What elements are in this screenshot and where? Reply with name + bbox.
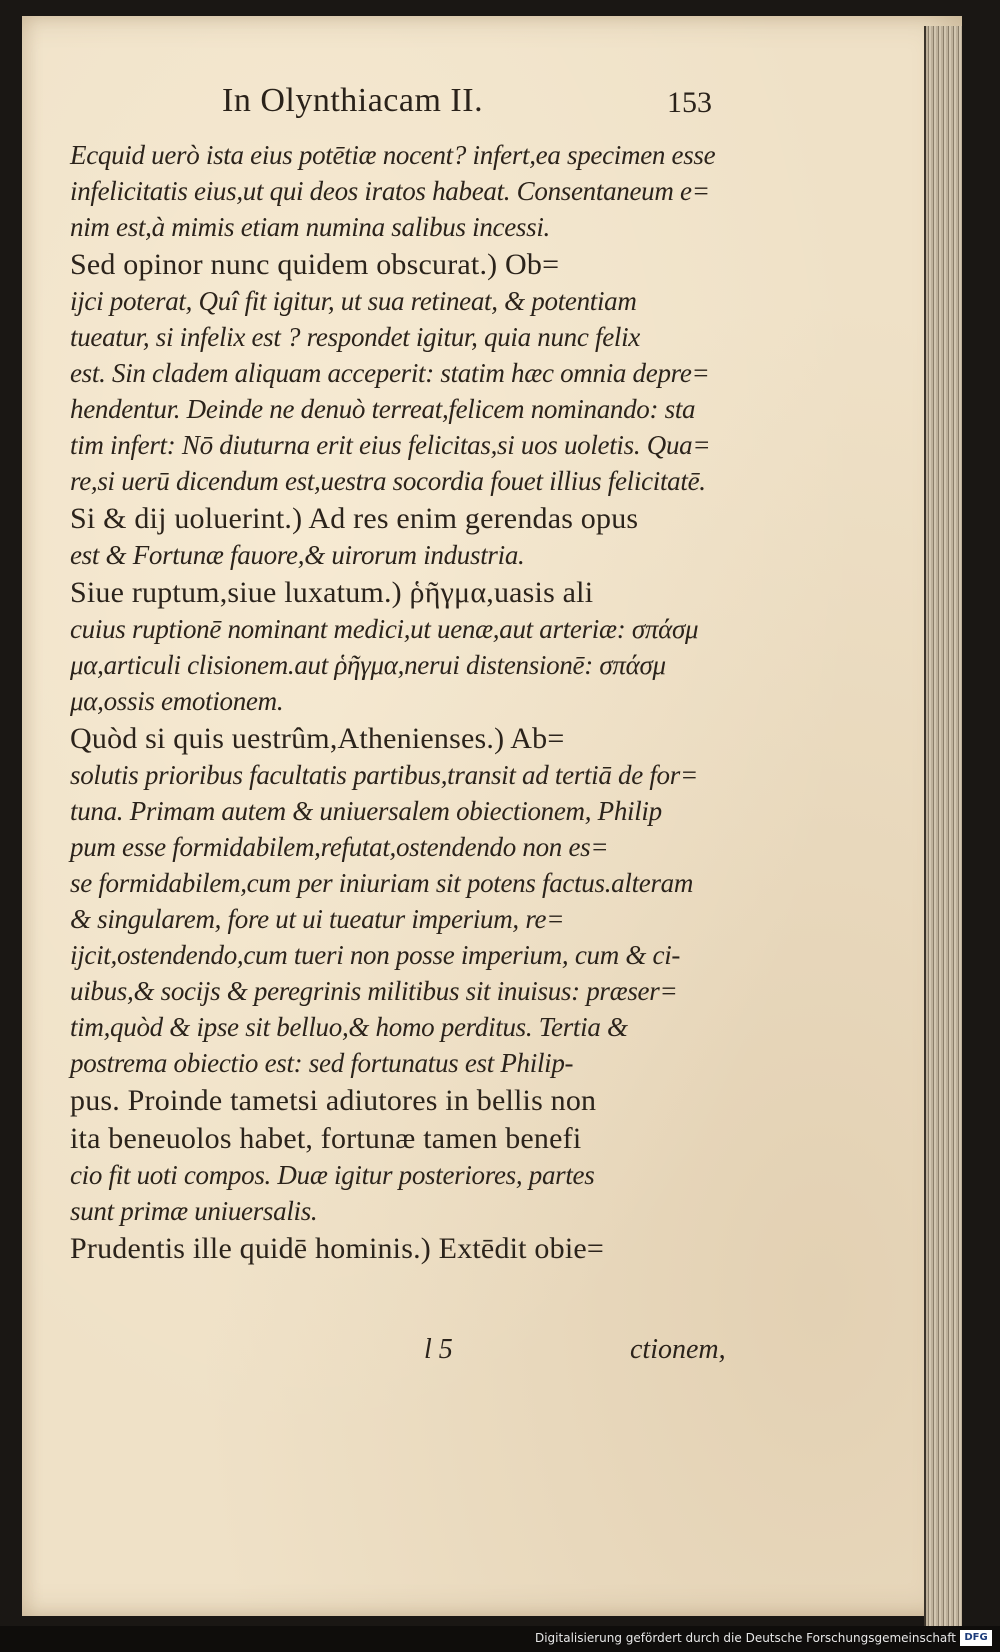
- page-footer: [22, 1334, 742, 1374]
- text-line: cuius ruptionē nominant medici,ut uenæ,aut arteriæ: σπάσμ: [70, 614, 699, 644]
- text-line: nim est,à mimis etiam numina salibus incessi.: [70, 212, 550, 242]
- lemma-line: Siue ruptum,siue luxatum.) ῥῆγμα,uasis ali: [70, 576, 594, 609]
- credit-bar: [0, 1626, 1000, 1652]
- text-line: postrema obiectio est: sed fortunatus est Philip-: [70, 1048, 574, 1078]
- text-line: infelicitatis eius,ut qui deos iratos habeat. Consentaneum e=: [70, 176, 710, 206]
- lemma-line: pus. Proinde tametsi adiutores in bellis non: [70, 1084, 597, 1117]
- text-line: tuna. Primam autem & uniuersalem obiectionem, Philip: [70, 796, 662, 826]
- text-line: solutis prioribus facultatis partibus,transit ad tertiā de for=: [70, 760, 698, 790]
- text-line: tim infert: Nō diuturna erit eius felicitas,si uos uoletis. Qua=: [70, 430, 711, 460]
- page-header: [212, 82, 712, 132]
- text-line: & singularem, fore ut ui tueatur imperium, re=: [70, 904, 565, 934]
- catchword: ctionem,: [630, 1334, 726, 1365]
- lemma-line: Si & dij uoluerint.) Ad res enim gerendas opus: [70, 502, 639, 535]
- signature-mark: l 5: [424, 1334, 453, 1365]
- fore-edge: [924, 26, 962, 1641]
- text-line: tueatur, si infelix est ? respondet igitur, quia nunc felix: [70, 322, 640, 352]
- book-page: [22, 16, 962, 1616]
- text-line: sunt primæ uniuersalis.: [70, 1196, 318, 1226]
- page-number: 153: [667, 86, 712, 119]
- text-line: μα,articuli clisionem.aut ῥῆγμα,nerui distensionē: σπάσμ: [70, 650, 666, 680]
- running-head: In Olynthiacam II.: [222, 82, 484, 119]
- text-line: Ecquid uerò ista eius potētiæ nocent? infert,ea specimen esse: [70, 140, 716, 170]
- text-line: est & Fortunæ fauore,& uirorum industria.: [70, 540, 525, 570]
- text-line: se formidabilem,cum per iniuriam sit potens factus.alteram: [70, 868, 694, 898]
- text-line: uibus,& socijs & peregrinis militibus sit inuisus: præser=: [70, 976, 678, 1006]
- text-line: re,si uerū dicendum est,uestra socordia fouet illius felicitatē.: [70, 466, 706, 496]
- text-line: μα,ossis emotionem.: [70, 686, 284, 716]
- text-line: est. Sin cladem aliquam acceperit: statim hæc omnia depre=: [70, 358, 710, 388]
- text-line: hendentur. Deinde ne denuò terreat,felicem nominando: sta: [70, 394, 696, 424]
- lemma-line: Sed opinor nunc quidem obscurat.) Ob=: [70, 248, 560, 281]
- text-line: cio fit uoti compos. Duæ igitur posteriores, partes: [70, 1160, 595, 1190]
- text-line: ijci poterat, Quî fit igitur, ut sua retineat, & potentiam: [70, 286, 637, 316]
- lemma-line: ita beneuolos habet, fortunæ tamen benefi: [70, 1122, 582, 1155]
- lemma-line: Quòd si quis uestrûm,Athenienses.) Ab=: [70, 722, 565, 755]
- dfg-logo-icon: DFG: [960, 1630, 992, 1646]
- lemma-line: Prudentis ille quidē hominis.) Extēdit obie=: [70, 1232, 604, 1265]
- text-line: tim,quòd & ipse sit belluo,& homo perditus. Tertia &: [70, 1012, 628, 1042]
- credit-text: Digitalisierung gefördert durch die Deutsche Forschungsgemeinschaft: [534, 1631, 956, 1645]
- text-line: ijcit,ostendendo,cum tueri non posse imperium, cum & ci-: [70, 940, 681, 970]
- text-line: pum esse formidabilem,refutat,ostendendo non es=: [70, 832, 609, 862]
